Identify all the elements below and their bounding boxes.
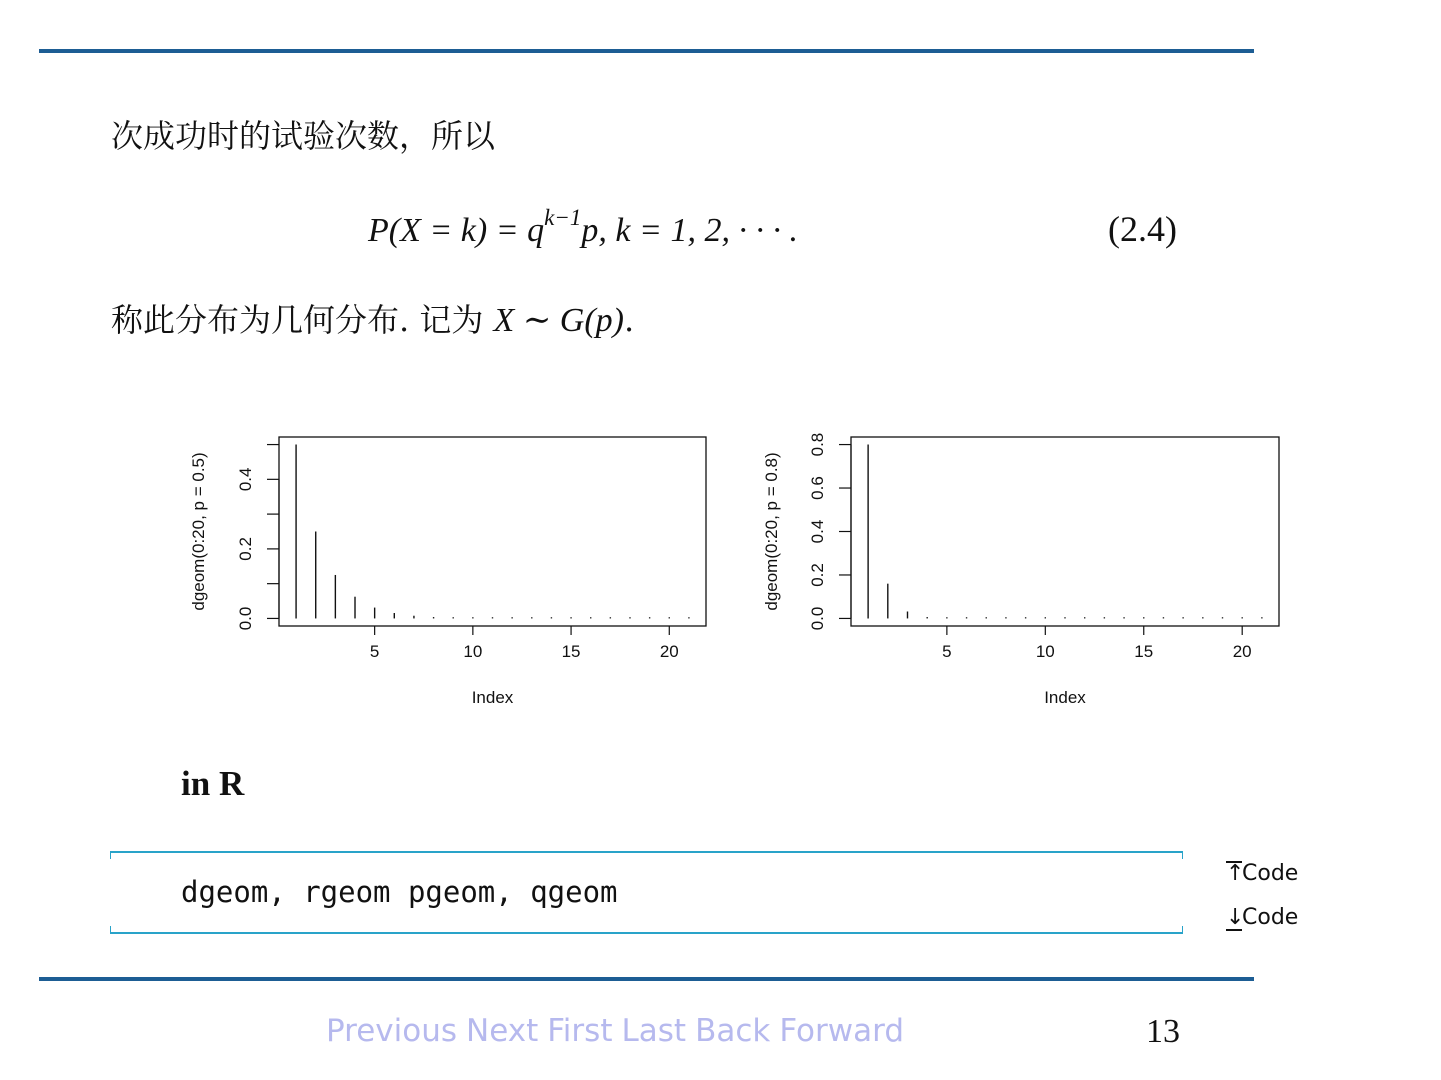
nav-last[interactable]: Last — [621, 1013, 687, 1049]
header-rule — [39, 49, 1254, 53]
navigation-bar — [326, 1013, 913, 1049]
plot-dgeom-p05 — [170, 425, 730, 735]
equation-number: (2.4) — [1108, 209, 1177, 249]
nav-first[interactable]: First — [547, 1013, 613, 1049]
definition-text: 称此分布为几何分布. 记为 — [111, 301, 494, 339]
y-tick-label-2: 0.4 — [236, 467, 255, 492]
plot-frame — [851, 437, 1279, 626]
plot-frame — [279, 437, 706, 626]
nav-next[interactable]: Next — [466, 1013, 539, 1049]
plot-svg-p05 — [170, 425, 730, 735]
y-tick-label-2: 0.4 — [808, 519, 827, 544]
equation-exponent: k−1 — [544, 205, 582, 230]
x-tick-label-10: 10 — [463, 642, 483, 661]
plot-svg-p08 — [743, 425, 1303, 735]
code-up-link[interactable] — [1226, 861, 1298, 886]
nav-back[interactable]: Back — [695, 1013, 771, 1049]
definition-period: . — [624, 301, 635, 339]
x-tick-label-15: 15 — [1134, 642, 1154, 661]
y-axis-label: dgeom(0:20, p = 0.8) — [762, 452, 781, 611]
x-tick-label-10: 10 — [1035, 642, 1055, 661]
equation-geometric-pmf — [368, 205, 798, 250]
section-heading-in-r: in R — [181, 764, 245, 803]
code-up-label: Code — [1242, 861, 1299, 886]
code-text: dgeom, rgeom pgeom, qgeom — [181, 875, 618, 909]
page-number: 13 — [1146, 1013, 1180, 1050]
y-tick-label-4: 0.8 — [808, 432, 827, 457]
x-axis-label: Index — [1044, 688, 1086, 707]
definition-math-x: X — [493, 302, 515, 339]
x-tick-label-20: 20 — [659, 642, 679, 661]
equation-rhs: p, k = 1, 2, · · · . — [581, 212, 798, 249]
code-box — [111, 851, 1182, 934]
y-tick-label-1: 0.2 — [808, 563, 827, 587]
y-axis-label: dgeom(0:20, p = 0.5) — [189, 452, 208, 611]
paragraph-definition — [111, 300, 634, 341]
y-tick-label-3: 0.6 — [808, 476, 827, 500]
nav-previous[interactable]: Previous — [326, 1013, 458, 1049]
arrow-down-icon: ↓ — [1226, 905, 1245, 930]
footer-rule — [39, 977, 1254, 981]
arrow-up-icon: ↑ — [1226, 861, 1245, 886]
equation-lhs: P(X = k) = q — [368, 212, 545, 249]
code-down-link[interactable] — [1226, 905, 1298, 931]
nav-forward[interactable]: Forward — [779, 1013, 904, 1049]
x-tick-label-20: 20 — [1232, 642, 1252, 661]
x-axis-label: Index — [471, 688, 514, 707]
x-tick-label-15: 15 — [561, 642, 581, 661]
plot-dgeom-p08 — [743, 425, 1303, 735]
code-down-label: Code — [1242, 905, 1299, 930]
y-tick-label-0: 0.0 — [236, 606, 255, 631]
x-tick-label-5: 5 — [942, 642, 952, 661]
y-tick-label-1: 0.2 — [236, 537, 255, 561]
definition-math-dist: ∼ G(p) — [514, 302, 624, 339]
y-tick-label-0: 0.0 — [808, 606, 827, 631]
paragraph-intro: 次成功时的试验次数，所以 — [111, 117, 496, 155]
x-tick-label-5: 5 — [369, 642, 380, 661]
